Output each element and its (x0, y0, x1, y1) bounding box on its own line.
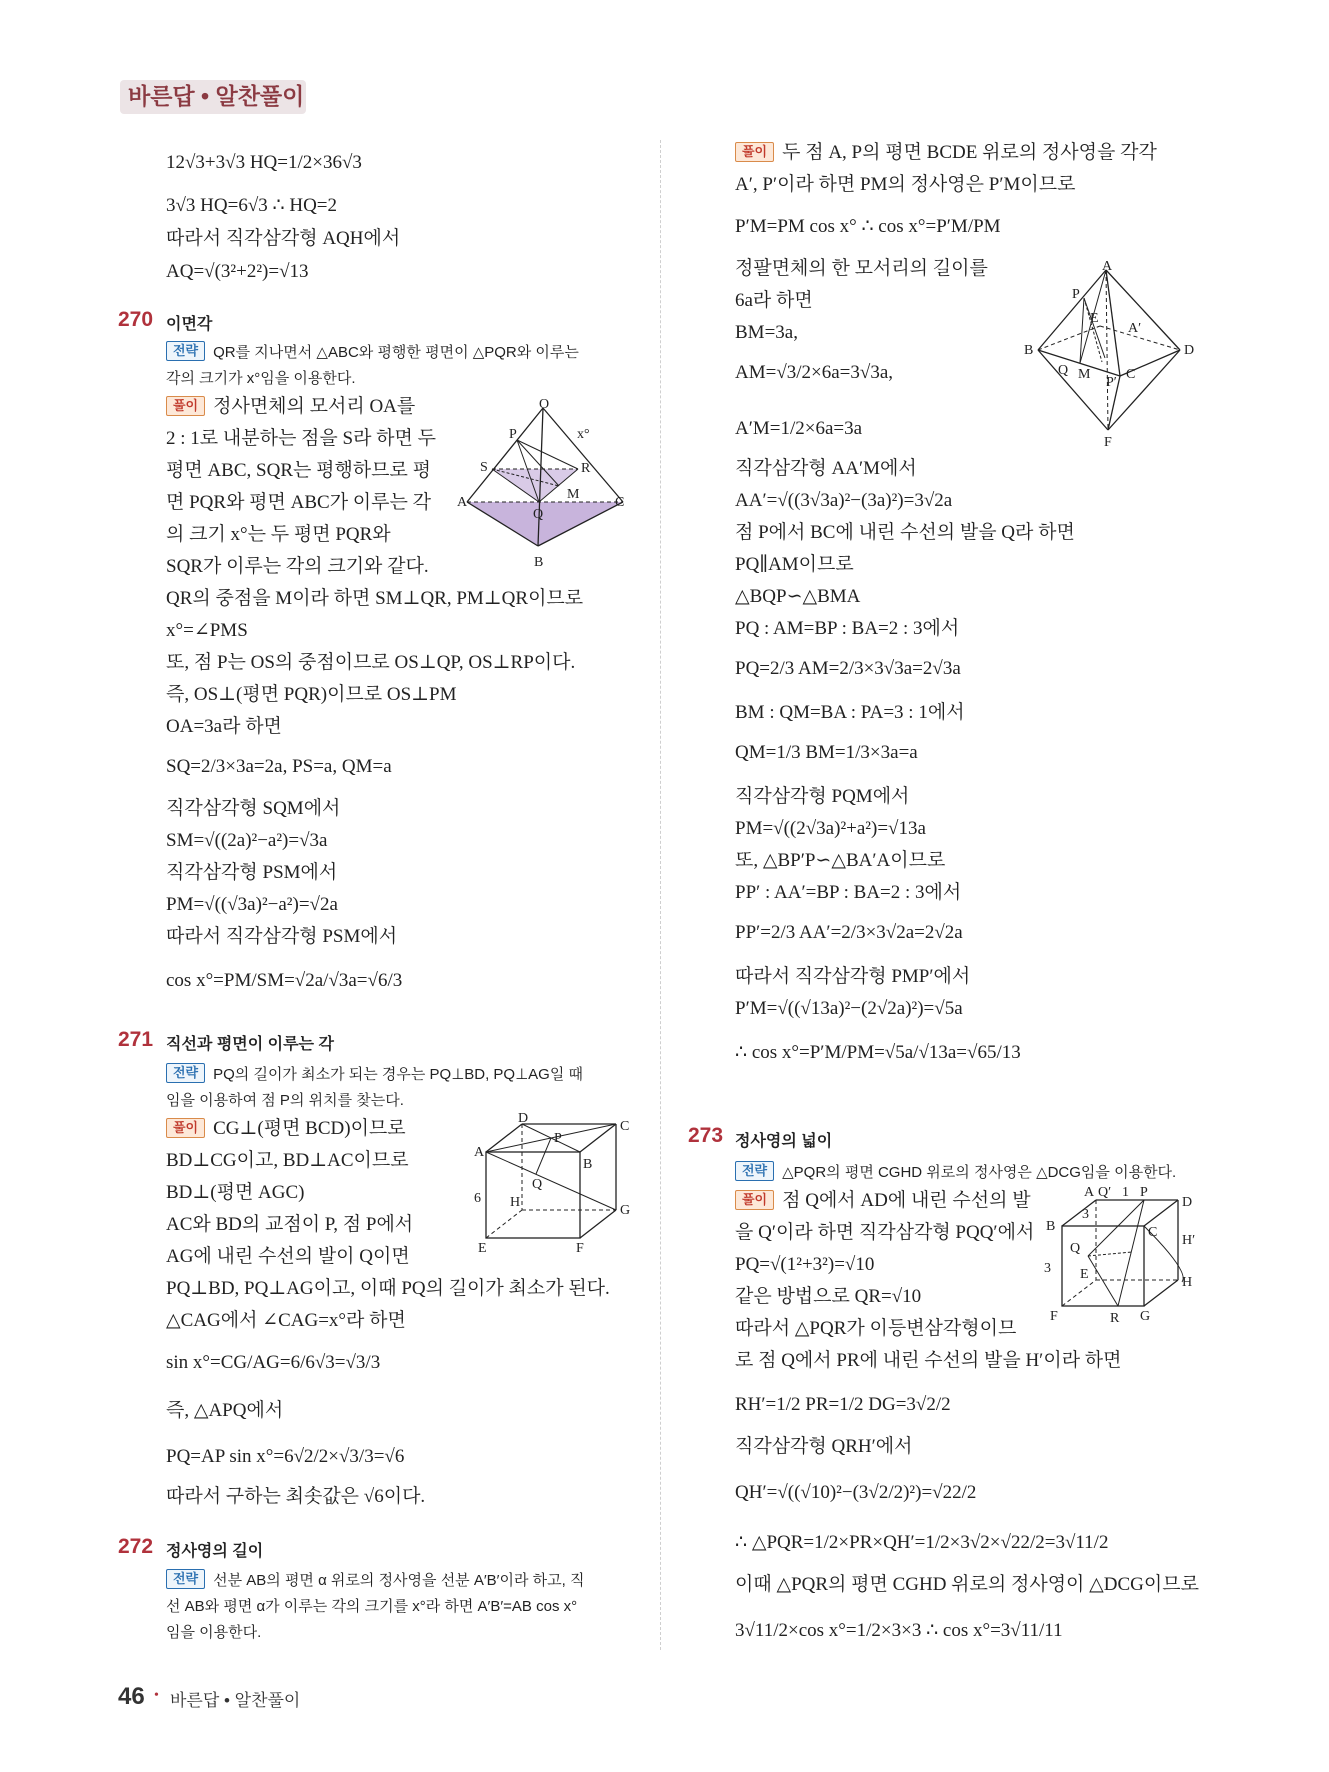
tetrahedron-figure (455, 396, 635, 571)
figure-label: B (534, 555, 544, 570)
solution-text: 따라서 △PQR가 이등변삼각형이므 (735, 1318, 1017, 1339)
strategy-text: △PQR의 평면 CGHD 위로의 정사영은 △DCG임을 이용한다. (782, 1164, 1177, 1181)
solution-text: 2 : 1로 내분하는 점을 S라 하면 두 (166, 428, 436, 449)
solution-text: △CAG에서 ∠CAG=x°라 하면 (166, 1310, 406, 1331)
figure-label: R (1110, 1311, 1120, 1326)
figure-label: P (1140, 1185, 1148, 1200)
cube-projection-figure (1040, 1182, 1210, 1332)
solution-text: QR의 중점을 M이라 하면 SM⊥QR, PM⊥QR이므로 (166, 588, 584, 609)
figure-label: E (1090, 311, 1099, 326)
figure-label: A (457, 495, 468, 510)
figure-label: Q′ (1098, 1185, 1112, 1200)
figure-label: A′ (1128, 321, 1142, 336)
solution-text: P′M=PM cos x° ∴ cos x°=P′M/PM (735, 216, 1001, 237)
solution-text: PQ=AP sin x°=6√2/2×√3/3=√6 (166, 1446, 405, 1467)
figure-label: x° (577, 427, 590, 442)
solution-text: PP′ : AA′=BP : BA=2 : 3에서 (735, 882, 962, 903)
figure-label: H (510, 1195, 521, 1210)
figure-label: P (509, 427, 517, 442)
solution-text: 직각삼각형 PSM에서 (166, 862, 338, 883)
solution-text: SQ=2/3×3a=2a, PS=a, QM=a (166, 756, 392, 777)
strategy-badge: 전략 (166, 1569, 205, 1589)
text-line: AQ=√(3²+2²)=√13 (166, 261, 309, 282)
text-line: 12√3+3√3 HQ=1/2×36√3 (166, 152, 362, 173)
figure-label: P (554, 1131, 562, 1146)
solution-text: BM=3a, (735, 322, 798, 343)
solution-text: cos x°=PM/SM=√2a/√3a=√6/3 (166, 970, 403, 991)
solution-text: PP′=2/3 AA′=2/3×3√2a=2√2a (735, 922, 963, 943)
strategy-text: QR를 지나면서 △ABC와 평행한 평면이 △PQR와 이루는 (213, 344, 579, 361)
solution-text: 3√11/2×cos x°=1/2×3×3 ∴ cos x°=3√11/11 (735, 1620, 1063, 1641)
figure-label: Q (532, 1177, 543, 1192)
solution-text: 점 Q에서 AD에 내린 수선의 발 (782, 1190, 1031, 1211)
solution-badge: 풀이 (735, 1190, 774, 1210)
solution-text: 두 점 A, P의 평면 BCDE 위로의 정사영을 각각 (782, 142, 1157, 163)
text-line: 따라서 직각삼각형 AQH에서 (166, 228, 401, 249)
section-number-270: 270 (118, 308, 154, 331)
solution-text: 즉, △APQ에서 (166, 1400, 284, 1421)
solution-text: RH′=1/2 PR=1/2 DG=3√2/2 (735, 1394, 951, 1415)
strategy-badge: 전략 (735, 1161, 774, 1181)
strategy-text: 임을 이용한다. (166, 1624, 262, 1641)
solution-text: BD⊥CG이고, BD⊥AC이므로 (166, 1150, 409, 1171)
solution-text: 직각삼각형 SQM에서 (166, 798, 341, 819)
solution-text: 면 PQR와 평면 ABC가 이루는 각 (166, 492, 431, 513)
figure-label: P (1072, 287, 1080, 302)
solution-text: 직각삼각형 QRH′에서 (735, 1436, 913, 1457)
section-title-273: 정사영의 넓이 (735, 1133, 833, 1150)
figure-label: 1 (1122, 1185, 1129, 1200)
solution-text: 따라서 직각삼각형 PMP′에서 (735, 966, 971, 987)
solution-text: 직각삼각형 PQM에서 (735, 786, 910, 807)
figure-label: H′ (1182, 1233, 1196, 1248)
figure-label: B (1046, 1219, 1056, 1234)
section-title-270: 이면각 (166, 316, 213, 333)
footer-title: 바른답 • 알찬풀이 (170, 1691, 301, 1710)
solution-text: AC와 BD의 교점이 P, 점 P에서 (166, 1214, 414, 1235)
solution-text: P′M=√((√13a)²−(2√2a)²)=√5a (735, 998, 963, 1019)
figure-label: E (1080, 1267, 1089, 1282)
strategy-badge: 전략 (166, 341, 205, 361)
figure-label: F (1104, 435, 1112, 448)
solution-text: QM=1/3 BM=1/3×3a=a (735, 742, 918, 763)
solution-text: x°=∠PMS (166, 620, 248, 641)
solution-text: PQ=2/3 AM=2/3×3√3a=2√3a (735, 658, 961, 679)
solution-text: 정팔면체의 한 모서리의 길이를 (735, 258, 988, 279)
solution-text: 또, 점 P는 OS의 중점이므로 OS⊥QP, OS⊥RP이다. (166, 652, 576, 673)
strategy-text: 선분 AB의 평면 α 위로의 정사영을 선분 A′B′이라 하고, 직 (213, 1572, 585, 1589)
figure-label: P′ (1106, 375, 1117, 390)
solution-text: 따라서 직각삼각형 PSM에서 (166, 926, 398, 947)
section-number-271: 271 (118, 1028, 154, 1051)
figure-label: C (620, 1119, 630, 1134)
figure-label: A (474, 1145, 485, 1160)
strategy-text: 선 AB와 평면 α가 이루는 각의 크기를 x°라 하면 A′B′=AB cos x° (166, 1598, 578, 1615)
solution-text: BD⊥(평면 AGC) (166, 1182, 305, 1203)
solution-text: 직각삼각형 AA′M에서 (735, 458, 917, 479)
figure-label: C (1126, 367, 1136, 382)
solution-text: AA′=√((3√3a)²−(3a)²)=3√2a (735, 490, 953, 511)
figure-label: A (1084, 1185, 1095, 1200)
octahedron-figure (1010, 258, 1210, 448)
figure-label: O (539, 397, 550, 412)
solution-text: PM=√((2√3a)²+a²)=√13a (735, 818, 926, 839)
solution-text: 따라서 구하는 최솟값은 √6이다. (166, 1486, 426, 1507)
figure-label: Q (1058, 363, 1069, 378)
solution-text: AM=√3/2×6a=3√3a, (735, 362, 894, 383)
figure-label: M (567, 487, 580, 502)
solution-text: 의 크기 x°는 두 평면 PQR와 (166, 524, 391, 545)
footer-dot: • (154, 1688, 159, 1703)
figure-label: R (581, 461, 591, 476)
solution-text: 이때 △PQR의 평면 CGHD 위로의 정사영이 △DCG이므로 (735, 1574, 1199, 1595)
solution-text: ∴ cos x°=P′M/PM=√5a/√13a=√65/13 (735, 1042, 1021, 1063)
solution-text: PQ : AM=BP : BA=2 : 3에서 (735, 618, 960, 639)
solution-text: sin x°=CG/AG=6/6√3=√3/3 (166, 1352, 381, 1373)
solution-text: 같은 방법으로 QR=√10 (735, 1286, 922, 1307)
solution-text: 평면 ABC, SQR는 평행하므로 평 (166, 460, 431, 481)
solution-badge: 풀이 (166, 1118, 205, 1138)
solution-text: PQ=√(1²+3²)=√10 (735, 1254, 875, 1275)
solution-text: A′M=1/2×6a=3a (735, 418, 863, 439)
figure-label: 3 (1082, 1207, 1089, 1222)
solution-text: 로 점 Q에서 PR에 내린 수선의 발을 H′이라 하면 (735, 1350, 1122, 1371)
solution-text: QH′=√((√10)²−(3√2/2)²)=√22/2 (735, 1482, 977, 1503)
page-number: 46 (118, 1683, 145, 1710)
figure-label: B (583, 1157, 593, 1172)
section-title-272: 정사영의 길이 (166, 1543, 264, 1560)
figure-label: D (1182, 1195, 1193, 1210)
strategy-text: 임을 이용하여 점 P의 위치를 찾는다. (166, 1092, 404, 1109)
solution-text: 점 P에서 BC에 내린 수선의 발을 Q라 하면 (735, 522, 1075, 543)
figure-label: S (480, 460, 488, 475)
section-number-272: 272 (118, 1535, 154, 1558)
figure-label: C (615, 495, 625, 510)
figure-label: 3 (1044, 1261, 1051, 1276)
figure-label: M (1078, 367, 1091, 382)
solution-text: 정사면체의 모서리 OA를 (213, 396, 416, 417)
figure-label: Q (533, 507, 544, 522)
figure-label: G (620, 1203, 631, 1218)
figure-label: Q (1070, 1241, 1081, 1256)
figure-label: G (1140, 1309, 1151, 1324)
strategy-text: PQ의 길이가 최소가 되는 경우는 PQ⊥BD, PQ⊥AG일 때 (213, 1066, 583, 1083)
solution-text: PM=√((√3a)²−a²)=√2a (166, 894, 338, 915)
solution-text: AG에 내린 수선의 발이 Q이면 (166, 1246, 410, 1267)
solution-text: △BQP∽△BMA (735, 586, 861, 607)
solution-text: SQR가 이루는 각의 크기와 같다. (166, 556, 429, 577)
solution-text: BM : QM=BA : PA=3 : 1에서 (735, 702, 965, 723)
solution-text: 즉, OS⊥(평면 PQR)이므로 OS⊥PM (166, 684, 457, 705)
figure-label: D (1184, 343, 1195, 358)
figure-label: C (1148, 1225, 1158, 1240)
header-title: 바른답 • 알찬풀이 (128, 83, 305, 109)
strategy-badge: 전략 (166, 1063, 205, 1083)
cube-figure (470, 1112, 640, 1262)
figure-label: F (576, 1241, 584, 1256)
figure-label: B (1024, 343, 1034, 358)
solution-text: 6a라 하면 (735, 290, 813, 311)
section-number-273: 273 (688, 1124, 724, 1147)
section-title-271: 직선과 평면이 이루는 각 (166, 1036, 334, 1053)
solution-text: PQ∥AM이므로 (735, 554, 854, 575)
solution-text: CG⊥(평면 BCD)이므로 (213, 1118, 406, 1139)
strategy-text: 각의 크기가 x°임을 이용한다. (166, 370, 356, 387)
solution-badge: 풀이 (735, 142, 774, 162)
solution-text: A′, P′이라 하면 PM의 정사영은 P′M이므로 (735, 174, 1076, 195)
solution-text: ∴ △PQR=1/2×PR×QH′=1/2×3√2×√22/2=3√11/2 (735, 1532, 1109, 1553)
figure-label: E (478, 1241, 487, 1256)
solution-text: 또, △BP′P∽△BA′A이므로 (735, 850, 946, 871)
text-line: 3√3 HQ=6√3 ∴ HQ=2 (166, 195, 338, 216)
column-divider (660, 140, 661, 1650)
figure-label: D (518, 1112, 529, 1126)
solution-badge: 풀이 (166, 396, 205, 416)
figure-label: A (1102, 259, 1113, 274)
figure-label: 6 (474, 1191, 481, 1206)
solution-text: 을 Q′이라 하면 직각삼각형 PQQ′에서 (735, 1222, 1035, 1243)
solution-text: OA=3a라 하면 (166, 716, 282, 737)
figure-label: F (1050, 1309, 1058, 1324)
solution-text: SM=√((2a)²−a²)=√3a (166, 830, 328, 851)
figure-label: H (1182, 1275, 1193, 1290)
solution-text: PQ⊥BD, PQ⊥AG이고, 이때 PQ의 길이가 최소가 된다. (166, 1278, 610, 1299)
